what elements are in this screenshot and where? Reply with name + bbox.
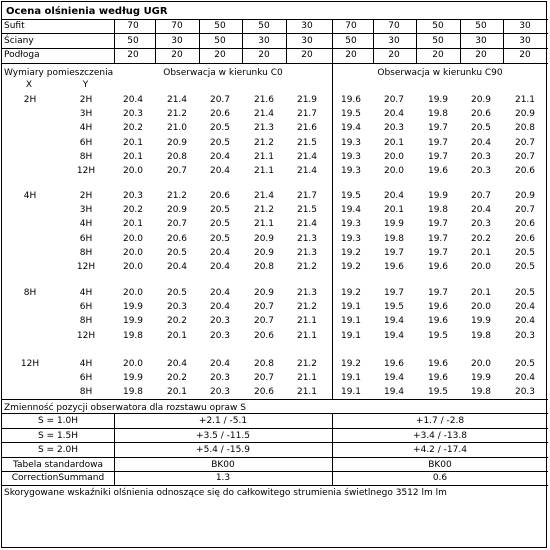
reflectance-value: 50 xyxy=(475,21,487,31)
ugr-c90-value: 19.9 xyxy=(383,219,405,229)
ugr-c0-value: 20.9 xyxy=(253,288,275,298)
ugr-c0-value: 20.4 xyxy=(209,262,231,272)
rule xyxy=(2,63,548,64)
c0-direction-label: Obserwacja w kierunku C0 xyxy=(163,68,283,78)
ugr-c0-value: 20.0 xyxy=(122,262,144,272)
ugr-c0-value: 21.2 xyxy=(296,302,318,312)
ugr-c0-value: 20.1 xyxy=(122,219,144,229)
ugr-c90-value: 20.6 xyxy=(514,166,536,176)
rule xyxy=(242,19,243,63)
ugr-c90-value: 19.1 xyxy=(340,373,362,383)
x-dimension: 4H xyxy=(23,191,37,201)
ugr-c0-value: 20.5 xyxy=(166,248,188,258)
reflectance-value: 30 xyxy=(171,36,183,46)
ugr-c0-value: 20.3 xyxy=(209,316,231,326)
ugr-c90-value: 20.1 xyxy=(383,138,405,148)
ugr-c90-value: 19.9 xyxy=(470,316,492,326)
correction-c0: 1.3 xyxy=(215,473,231,483)
ugr-c0-value: 20.4 xyxy=(166,359,188,369)
ugr-c90-value: 19.2 xyxy=(340,262,362,272)
x-dimension: 8H xyxy=(23,288,37,298)
variation-c0-value: +5.4 / -15.9 xyxy=(196,445,250,455)
ugr-c0-value: 20.1 xyxy=(122,138,144,148)
ugr-c0-value: 19.9 xyxy=(122,302,144,312)
ugr-c0-value: 21.2 xyxy=(296,359,318,369)
ugr-c0-value: 20.2 xyxy=(122,205,144,215)
reflectance-value: 50 xyxy=(214,21,226,31)
ugr-c0-value: 21.2 xyxy=(296,262,318,272)
ugr-c90-value: 20.4 xyxy=(514,373,536,383)
y-dimension: 12H xyxy=(76,166,96,176)
reflectance-value: 30 xyxy=(388,36,400,46)
ugr-c90-value: 20.0 xyxy=(470,359,492,369)
ugr-c90-value: 19.8 xyxy=(383,234,405,244)
ugr-c90-value: 19.4 xyxy=(383,387,405,397)
ugr-c90-value: 20.5 xyxy=(514,359,536,369)
reflectance-value: 20 xyxy=(519,50,531,60)
ugr-c90-value: 20.6 xyxy=(514,219,536,229)
reflectance-value: 20 xyxy=(345,50,357,60)
ugr-c0-value: 21.2 xyxy=(253,205,275,215)
rule xyxy=(155,19,156,63)
variation-spacing-label: S = 1.5H xyxy=(37,431,79,441)
ugr-c90-value: 19.4 xyxy=(383,316,405,326)
reflectance-label: Sufit xyxy=(4,21,25,31)
ugr-c0-value: 20.8 xyxy=(166,152,188,162)
rule xyxy=(416,19,417,63)
reflectance-value: 20 xyxy=(475,50,487,60)
ugr-c90-value: 19.1 xyxy=(340,316,362,326)
rule xyxy=(460,19,461,63)
y-dimension: 6H xyxy=(79,138,93,148)
ugr-c0-value: 21.1 xyxy=(253,152,275,162)
y-dimension: 4H xyxy=(79,288,93,298)
ugr-c0-value: 20.1 xyxy=(166,331,188,341)
ugr-c0-value: 20.7 xyxy=(166,219,188,229)
rule xyxy=(2,485,548,486)
ugr-c90-value: 19.4 xyxy=(383,331,405,341)
ugr-c0-value: 20.7 xyxy=(209,95,231,105)
ugr-c90-value: 20.6 xyxy=(514,234,536,244)
reflectance-value: 30 xyxy=(301,36,313,46)
reflectance-value: 20 xyxy=(301,50,313,60)
reflectance-value: 50 xyxy=(258,21,270,31)
ugr-c90-value: 19.4 xyxy=(340,205,362,215)
ugr-c90-value: 19.2 xyxy=(340,288,362,298)
ugr-c90-value: 19.3 xyxy=(340,152,362,162)
ugr-c0-value: 21.7 xyxy=(296,191,318,201)
ugr-c0-value: 21.4 xyxy=(253,109,275,119)
ugr-c90-value: 20.9 xyxy=(470,95,492,105)
ugr-c0-value: 20.9 xyxy=(166,138,188,148)
rule xyxy=(2,19,548,20)
standard-table-c90: BK00 xyxy=(428,460,452,470)
rule xyxy=(373,19,374,63)
ugr-c90-value: 19.9 xyxy=(470,373,492,383)
reflectance-value: 50 xyxy=(345,36,357,46)
reflectance-label: Podłoga xyxy=(4,50,40,60)
ugr-c90-value: 19.3 xyxy=(340,166,362,176)
ugr-c90-value: 20.7 xyxy=(514,138,536,148)
ugr-c90-value: 20.9 xyxy=(514,191,536,201)
ugr-c0-value: 20.7 xyxy=(253,373,275,383)
ugr-c0-value: 20.0 xyxy=(122,166,144,176)
ugr-c0-value: 20.1 xyxy=(122,152,144,162)
ugr-c90-value: 20.0 xyxy=(383,166,405,176)
ugr-c90-value: 19.6 xyxy=(427,166,449,176)
reflectance-value: 70 xyxy=(388,21,400,31)
rule xyxy=(2,471,548,472)
reflectance-label: Ściany xyxy=(4,36,34,46)
reflectance-value: 50 xyxy=(214,36,226,46)
ugr-c0-value: 20.7 xyxy=(253,316,275,326)
reflectance-value: 20 xyxy=(258,50,270,60)
rule xyxy=(2,399,548,400)
ugr-c0-value: 21.4 xyxy=(253,191,275,201)
ugr-c0-value: 21.9 xyxy=(296,95,318,105)
ugr-c0-value: 21.3 xyxy=(296,234,318,244)
ugr-c0-value: 21.1 xyxy=(296,331,318,341)
ugr-c0-value: 21.2 xyxy=(166,109,188,119)
ugr-c0-value: 20.5 xyxy=(209,123,231,133)
ugr-c90-value: 21.1 xyxy=(514,95,536,105)
ugr-c90-value: 20.9 xyxy=(514,109,536,119)
ugr-c90-value: 19.5 xyxy=(427,387,449,397)
ugr-c90-value: 19.7 xyxy=(383,288,405,298)
ugr-c90-value: 19.8 xyxy=(470,387,492,397)
ugr-c90-value: 20.5 xyxy=(514,248,536,258)
ugr-c0-value: 21.7 xyxy=(296,109,318,119)
ugr-c90-value: 20.4 xyxy=(514,302,536,312)
y-column-label: Y xyxy=(82,80,89,90)
ugr-c90-value: 19.6 xyxy=(427,316,449,326)
reflectance-value: 30 xyxy=(475,36,487,46)
dimensions-label: Wymiary pomieszczenia xyxy=(4,68,114,78)
ugr-c90-value: 19.5 xyxy=(340,191,362,201)
reflectance-value: 70 xyxy=(171,21,183,31)
ugr-c0-value: 20.9 xyxy=(253,248,275,258)
ugr-c90-value: 20.0 xyxy=(383,152,405,162)
rule xyxy=(114,19,115,63)
ugr-c0-value: 20.7 xyxy=(166,166,188,176)
reflectance-value: 50 xyxy=(127,36,139,46)
ugr-c90-value: 19.5 xyxy=(427,331,449,341)
rule xyxy=(2,428,548,429)
ugr-c0-value: 20.0 xyxy=(122,234,144,244)
ugr-c90-value: 19.9 xyxy=(427,95,449,105)
y-dimension: 6H xyxy=(79,234,93,244)
variation-spacing-label: S = 1.0H xyxy=(37,416,79,426)
ugr-c0-value: 21.4 xyxy=(296,152,318,162)
ugr-c0-value: 20.3 xyxy=(122,109,144,119)
y-dimension: 12H xyxy=(76,331,96,341)
ugr-c0-value: 20.5 xyxy=(209,219,231,229)
reflectance-value: 20 xyxy=(171,50,183,60)
ugr-c90-value: 19.7 xyxy=(427,152,449,162)
y-dimension: 6H xyxy=(79,302,93,312)
ugr-c90-value: 19.7 xyxy=(383,248,405,258)
ugr-c90-value: 19.7 xyxy=(427,219,449,229)
y-dimension: 6H xyxy=(79,373,93,383)
ugr-c90-value: 19.5 xyxy=(340,109,362,119)
x-column-label: X xyxy=(25,80,33,90)
ugr-c0-value: 21.3 xyxy=(296,248,318,258)
ugr-c90-value: 19.8 xyxy=(470,331,492,341)
ugr-c90-value: 20.4 xyxy=(383,191,405,201)
ugr-c0-value: 21.3 xyxy=(296,288,318,298)
ugr-c0-value: 20.4 xyxy=(166,262,188,272)
ugr-c90-value: 20.1 xyxy=(470,288,492,298)
ugr-c90-value: 20.7 xyxy=(514,152,536,162)
ugr-c90-value: 19.7 xyxy=(427,288,449,298)
y-dimension: 8H xyxy=(79,152,93,162)
ugr-c0-value: 21.1 xyxy=(296,316,318,326)
y-dimension: 8H xyxy=(79,387,93,397)
ugr-c90-value: 19.7 xyxy=(427,123,449,133)
ugr-c90-value: 20.0 xyxy=(470,262,492,272)
ugr-c90-value: 20.3 xyxy=(470,166,492,176)
standard-table-label: Tabela standardowa xyxy=(13,460,103,470)
variation-c0-value: +3.5 / -11.5 xyxy=(196,431,250,441)
ugr-c0-value: 20.8 xyxy=(253,359,275,369)
ugr-c0-value: 20.6 xyxy=(253,387,275,397)
rule xyxy=(2,457,548,458)
ugr-c0-value: 21.4 xyxy=(166,95,188,105)
ugr-c0-value: 20.6 xyxy=(253,331,275,341)
ugr-c90-value: 19.6 xyxy=(427,373,449,383)
ugr-c90-value: 19.8 xyxy=(427,109,449,119)
ugr-c90-value: 20.4 xyxy=(470,205,492,215)
reflectance-value: 70 xyxy=(127,21,139,31)
ugr-c90-value: 19.3 xyxy=(340,234,362,244)
ugr-c90-value: 19.4 xyxy=(383,373,405,383)
variation-title: Zmienność pozycji obserwatora dla rozstawu opraw S xyxy=(4,403,246,413)
ugr-c0-value: 21.6 xyxy=(253,95,275,105)
y-dimension: 2H xyxy=(79,191,93,201)
y-dimension: 4H xyxy=(79,219,93,229)
ugr-c90-value: 19.3 xyxy=(340,219,362,229)
ugr-c90-value: 20.4 xyxy=(383,109,405,119)
ugr-c90-value: 20.5 xyxy=(470,123,492,133)
ugr-c0-value: 20.8 xyxy=(253,262,275,272)
ugr-c0-value: 20.2 xyxy=(166,316,188,326)
ugr-c0-value: 20.3 xyxy=(209,387,231,397)
ugr-c90-value: 20.1 xyxy=(470,248,492,258)
ugr-c0-value: 21.1 xyxy=(253,219,275,229)
ugr-c0-value: 21.3 xyxy=(253,123,275,133)
ugr-c0-value: 19.9 xyxy=(122,373,144,383)
y-dimension: 4H xyxy=(79,123,93,133)
ugr-c90-value: 20.6 xyxy=(470,109,492,119)
ugr-c0-value: 21.5 xyxy=(296,138,318,148)
ugr-c0-value: 20.5 xyxy=(209,205,231,215)
standard-table-c0: BK00 xyxy=(211,460,235,470)
rule xyxy=(114,413,115,485)
ugr-c0-value: 19.8 xyxy=(122,387,144,397)
ugr-c90-value: 20.2 xyxy=(470,234,492,244)
ugr-c90-value: 20.3 xyxy=(470,152,492,162)
ugr-c90-value: 19.1 xyxy=(340,387,362,397)
reflectance-value: 50 xyxy=(432,21,444,31)
footnote: Skorygowane wskaźniki olśnienia odnoszące się do całkowitego strumienia świetlnego 3512 lm lm xyxy=(4,488,447,498)
ugr-c0-value: 21.5 xyxy=(296,205,318,215)
ugr-c0-value: 20.0 xyxy=(122,248,144,258)
y-dimension: 3H xyxy=(79,205,93,215)
ugr-c90-value: 19.6 xyxy=(383,262,405,272)
ugr-c0-value: 20.3 xyxy=(122,191,144,201)
ugr-c90-value: 19.7 xyxy=(427,234,449,244)
variation-c90-value: +1.7 / -2.8 xyxy=(415,416,465,426)
ugr-c0-value: 19.8 xyxy=(122,331,144,341)
correction-label: CorrectionSummand xyxy=(11,473,105,483)
ugr-c90-value: 20.1 xyxy=(383,205,405,215)
rule xyxy=(2,33,548,34)
reflectance-value: 20 xyxy=(127,50,139,60)
ugr-c90-value: 20.5 xyxy=(514,288,536,298)
reflectance-value: 30 xyxy=(519,36,531,46)
ugr-c0-value: 20.5 xyxy=(209,138,231,148)
ugr-c0-value: 20.6 xyxy=(209,191,231,201)
ugr-c90-value: 20.0 xyxy=(470,302,492,312)
x-dimension: 2H xyxy=(23,95,37,105)
rule xyxy=(2,48,548,49)
reflectance-value: 30 xyxy=(258,36,270,46)
y-dimension: 4H xyxy=(79,359,93,369)
ugr-c0-value: 21.1 xyxy=(296,373,318,383)
reflectance-value: 50 xyxy=(432,36,444,46)
ugr-c0-value: 20.6 xyxy=(209,109,231,119)
ugr-c90-value: 19.6 xyxy=(383,359,405,369)
ugr-c90-value: 19.9 xyxy=(427,191,449,201)
rule xyxy=(503,19,504,63)
report-title: Ocena olśnienia według UGR xyxy=(6,6,168,17)
ugr-c90-value: 20.7 xyxy=(514,205,536,215)
ugr-c0-value: 21.2 xyxy=(166,191,188,201)
ugr-c90-value: 19.3 xyxy=(340,138,362,148)
ugr-c0-value: 20.4 xyxy=(209,152,231,162)
ugr-c90-value: 20.3 xyxy=(514,331,536,341)
ugr-c90-value: 19.7 xyxy=(427,248,449,258)
y-dimension: 8H xyxy=(79,316,93,326)
ugr-c90-value: 20.5 xyxy=(514,262,536,272)
reflectance-value: 30 xyxy=(301,21,313,31)
rule xyxy=(199,19,200,63)
ugr-c90-value: 20.3 xyxy=(383,123,405,133)
rule xyxy=(2,442,548,443)
ugr-c90-value: 20.3 xyxy=(514,387,536,397)
reflectance-value: 20 xyxy=(388,50,400,60)
ugr-c0-value: 20.4 xyxy=(209,359,231,369)
ugr-c0-value: 20.1 xyxy=(166,387,188,397)
ugr-c90-value: 19.1 xyxy=(340,331,362,341)
ugr-c0-value: 21.0 xyxy=(166,123,188,133)
ugr-c0-value: 20.3 xyxy=(209,373,231,383)
variation-c90-value: +3.4 / -13.8 xyxy=(413,431,467,441)
ugr-c0-value: 21.4 xyxy=(296,166,318,176)
ugr-c90-value: 19.2 xyxy=(340,248,362,258)
y-dimension: 3H xyxy=(79,109,93,119)
ugr-c0-value: 20.0 xyxy=(122,359,144,369)
x-dimension: 12H xyxy=(20,359,40,369)
ugr-c90-value: 19.2 xyxy=(340,359,362,369)
ugr-c0-value: 20.2 xyxy=(166,373,188,383)
ugr-c90-value: 19.6 xyxy=(427,262,449,272)
reflectance-value: 70 xyxy=(345,21,357,31)
reflectance-value: 30 xyxy=(519,21,531,31)
ugr-c0-value: 20.3 xyxy=(209,331,231,341)
ugr-c90-value: 20.3 xyxy=(470,219,492,229)
ugr-c90-value: 20.8 xyxy=(514,123,536,133)
ugr-c90-value: 19.1 xyxy=(340,302,362,312)
correction-c90: 0.6 xyxy=(432,473,448,483)
ugr-c0-value: 20.6 xyxy=(166,234,188,244)
ugr-c90-value: 20.7 xyxy=(470,191,492,201)
variation-c0-value: +2.1 / -5.1 xyxy=(198,416,248,426)
ugr-c90-value: 19.6 xyxy=(340,95,362,105)
ugr-c0-value: 19.9 xyxy=(122,316,144,326)
ugr-c90-value: 19.7 xyxy=(427,138,449,148)
ugr-c90-value: 19.6 xyxy=(427,359,449,369)
rule xyxy=(332,19,333,399)
y-dimension: 12H xyxy=(76,262,96,272)
ugr-c0-value: 21.2 xyxy=(253,138,275,148)
ugr-c0-value: 20.5 xyxy=(209,234,231,244)
ugr-c0-value: 21.6 xyxy=(296,123,318,133)
ugr-c90-value: 20.7 xyxy=(383,95,405,105)
ugr-c90-value: 20.4 xyxy=(470,138,492,148)
ugr-c0-value: 21.1 xyxy=(253,166,275,176)
ugr-c0-value: 20.9 xyxy=(253,234,275,244)
ugr-c0-value: 20.4 xyxy=(209,288,231,298)
ugr-c0-value: 20.4 xyxy=(209,248,231,258)
ugr-c0-value: 20.4 xyxy=(122,95,144,105)
ugr-report-sheet xyxy=(1,1,547,548)
variation-spacing-label: S = 2.0H xyxy=(37,445,79,455)
y-dimension: 8H xyxy=(79,248,93,258)
y-dimension: 2H xyxy=(79,95,93,105)
ugr-c90-value: 19.4 xyxy=(340,123,362,133)
ugr-c90-value: 20.4 xyxy=(514,316,536,326)
c90-direction-label: Obserwacja w kierunku C90 xyxy=(377,68,503,78)
ugr-c0-value: 20.0 xyxy=(122,288,144,298)
ugr-c90-value: 19.6 xyxy=(427,302,449,312)
reflectance-value: 20 xyxy=(214,50,226,60)
ugr-c0-value: 21.4 xyxy=(296,219,318,229)
ugr-c0-value: 20.4 xyxy=(209,302,231,312)
ugr-c0-value: 20.3 xyxy=(166,302,188,312)
rule xyxy=(2,413,548,414)
rule xyxy=(286,19,287,63)
variation-c90-value: +4.2 / -17.4 xyxy=(413,445,467,455)
ugr-c0-value: 21.1 xyxy=(296,387,318,397)
rule xyxy=(332,413,333,485)
ugr-c0-value: 20.2 xyxy=(122,123,144,133)
ugr-c0-value: 20.4 xyxy=(209,166,231,176)
ugr-c90-value: 19.5 xyxy=(383,302,405,312)
reflectance-value: 20 xyxy=(432,50,444,60)
ugr-c0-value: 20.9 xyxy=(166,205,188,215)
ugr-c0-value: 20.7 xyxy=(253,302,275,312)
ugr-c90-value: 19.8 xyxy=(427,205,449,215)
ugr-c0-value: 20.5 xyxy=(166,288,188,298)
